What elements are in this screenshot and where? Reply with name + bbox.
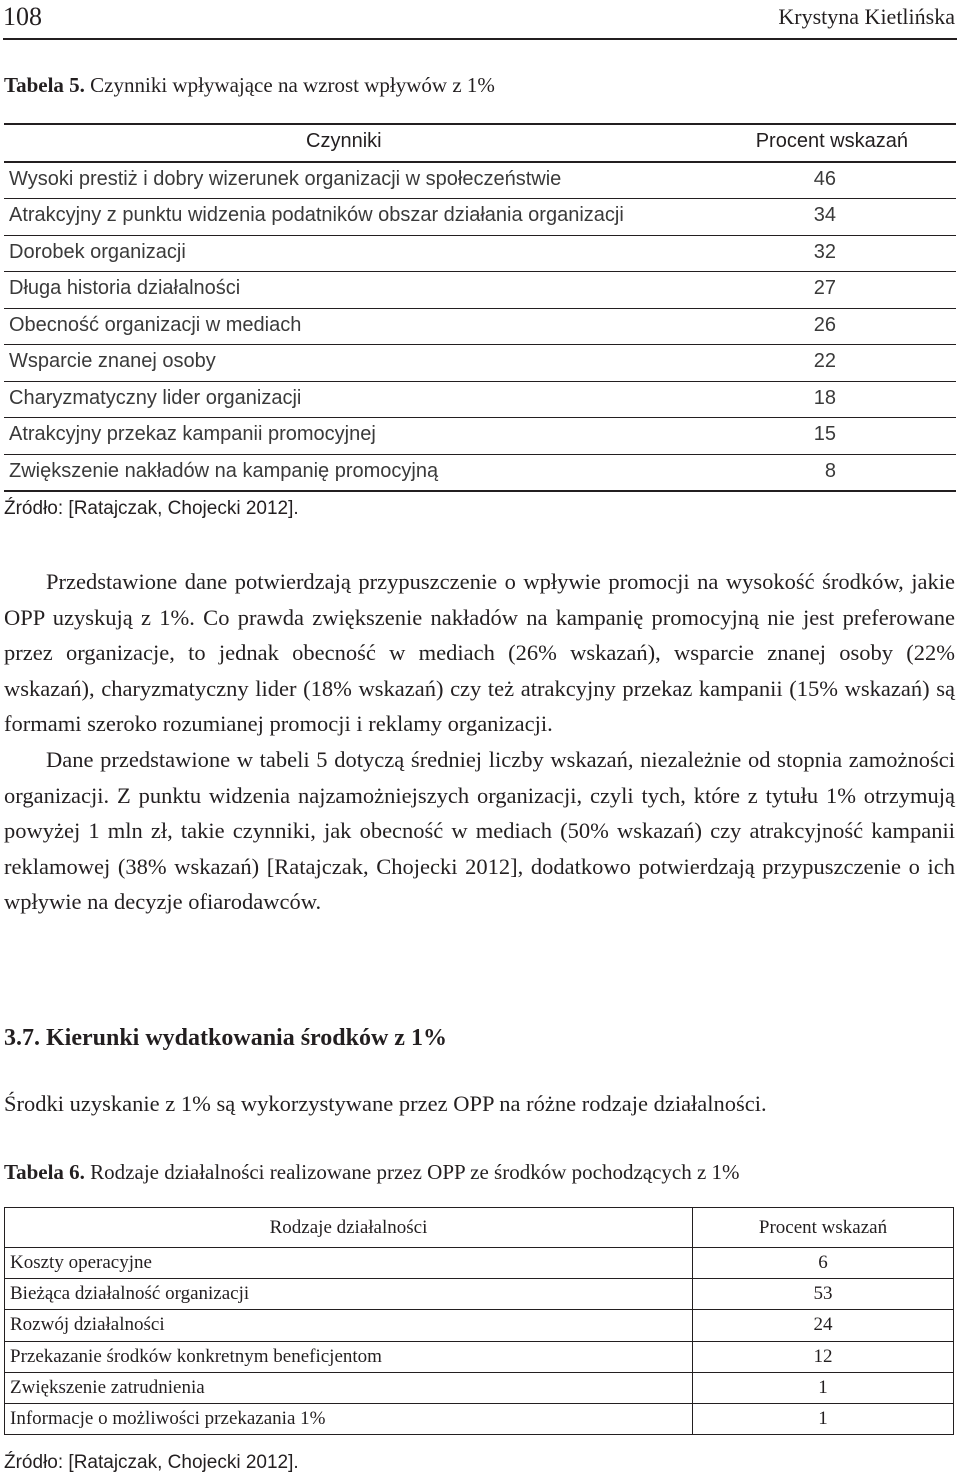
- row-label: Atrakcyjny z punktu widzenia podatników obszar działania organizacji: [9, 204, 624, 226]
- table5-caption: [4, 73, 495, 98]
- table6-caption: [4, 1160, 740, 1185]
- row-value: 1: [693, 1403, 954, 1434]
- table5-caption-text: Czynniki wpływające na wzrost wpływów z 1%: [90, 73, 495, 97]
- row-value: 6: [693, 1248, 954, 1279]
- table5-caption-label: Tabela 5.: [4, 73, 85, 97]
- row-label: Atrakcyjny przekaz kampanii promocyjnej: [9, 423, 376, 445]
- row-value: 22: [813, 350, 836, 372]
- running-author: Krystyna Kietlińska: [778, 4, 955, 29]
- row-value: 26: [813, 313, 836, 336]
- page-header: [3, 0, 957, 40]
- row-label: Wysoki prestiż i dobry wizerunek organizacji w społeczeństwie: [9, 167, 562, 190]
- table-row: [4, 382, 956, 419]
- table6-caption-label: Tabela 6.: [4, 1160, 85, 1184]
- row-value: 12: [693, 1341, 954, 1372]
- paragraph-1: Przedstawione dane potwierdzają przypuszczenie o wpływie promocji na wysokość środków, jakie OPP uzyskują z 1%. Co prawda zwiększenie nakładów na kampanię promocyjną nie jest preferowane przez organizacje, to jednak obecność w mediach (26% wskazań), wsparcie znanej osoby (22% wskazań), charyzmatyczny lider (18% wskazań) czy też atrakcyjny przekaz kampanii (15% wskazań) są formami szeroko rozumianej promocji i reklamy organizacji.: [4, 569, 955, 737]
- table-row: [4, 236, 956, 273]
- paragraph-2: Dane przedstawione w tabeli 5 dotyczą średniej liczby wskazań, niezależnie od stopnia zamożności organizacji. Z punktu widzenia najzamożniejszych organizacji, czyli tych, które z tytułu 1% otrzymują powyżej 1 mln zł, takie czynniki, jak obecność w mediach (50% wskazań) czy atrakcyjność kampanii reklamowej (38% wskazań) [Ratajczak, Chojecki 2012], dodatkowo potwierdzają przypuszczenie o ich wpływie na decyzje ofiarodawców.: [4, 746, 955, 915]
- table5-source: Źródło: [Ratajczak, Chojecki 2012].: [4, 498, 299, 519]
- row-label: Zwiększenie nakładów na kampanię promocyjną: [9, 459, 439, 482]
- row-label: Zwiększenie zatrudnienia: [5, 1372, 693, 1403]
- row-label: Charyzmatyczny lider organizacji: [9, 386, 302, 409]
- table-row: [4, 309, 956, 346]
- row-value: 8: [824, 459, 836, 482]
- page-number: 108: [3, 2, 42, 31]
- table-row: [4, 418, 956, 455]
- row-value: 1: [693, 1372, 954, 1403]
- table-row: [4, 455, 956, 491]
- table-row: [4, 163, 956, 200]
- row-value: 18: [813, 386, 836, 409]
- row-value: 34: [813, 204, 836, 226]
- table6-col-value: Procent wskazań: [693, 1208, 954, 1248]
- table6-col-label: Rodzaje działalności: [5, 1208, 693, 1248]
- row-value: 46: [813, 167, 836, 190]
- table5: [4, 123, 956, 492]
- table5-col-value: Procent wskazań: [755, 130, 908, 152]
- table-row: [5, 1372, 954, 1403]
- table6-source: Źródło: [Ratajczak, Chojecki 2012].: [4, 1452, 299, 1473]
- row-label: Wsparcie znanej osoby: [9, 350, 216, 372]
- row-label: Informacje o możliwości przekazania 1%: [5, 1403, 693, 1434]
- row-label: Dorobek organizacji: [9, 240, 186, 263]
- section-title: 3.7. Kierunki wydatkowania środków z 1%: [4, 1025, 447, 1051]
- row-label: Rozwój działalności: [5, 1310, 693, 1341]
- table6: [4, 1207, 954, 1435]
- table5-col-label: Czynniki: [306, 130, 382, 152]
- row-label: Długa historia działalności: [9, 277, 241, 299]
- section-lead: Środki uzyskanie z 1% są wykorzystywane przez OPP na różne rodzaje działalności.: [4, 1091, 767, 1116]
- row-label: Koszty operacyjne: [5, 1248, 693, 1279]
- row-value: 32: [813, 240, 836, 263]
- row-label: Przekazanie środków konkretnym beneficjentom: [5, 1341, 693, 1372]
- table-row: [5, 1310, 954, 1341]
- table-row: [4, 272, 956, 309]
- row-value: 53: [693, 1279, 954, 1310]
- table-row: [4, 199, 956, 236]
- table-row: [5, 1403, 954, 1434]
- body-text: [4, 564, 955, 920]
- row-value: 27: [813, 277, 836, 299]
- table-row: [4, 345, 956, 382]
- row-label: Bieżąca działalność organizacji: [5, 1279, 693, 1310]
- table-row: [5, 1248, 954, 1279]
- table-row: [5, 1341, 954, 1372]
- table6-caption-text: Rodzaje działalności realizowane przez OPP ze środków pochodzących z 1%: [90, 1160, 740, 1184]
- row-value: 15: [813, 423, 836, 445]
- row-label: Obecność organizacji w mediach: [9, 313, 302, 336]
- row-value: 24: [693, 1310, 954, 1341]
- table-row: [5, 1279, 954, 1310]
- table5-header-row: [4, 125, 956, 163]
- table6-header-row: [5, 1208, 954, 1248]
